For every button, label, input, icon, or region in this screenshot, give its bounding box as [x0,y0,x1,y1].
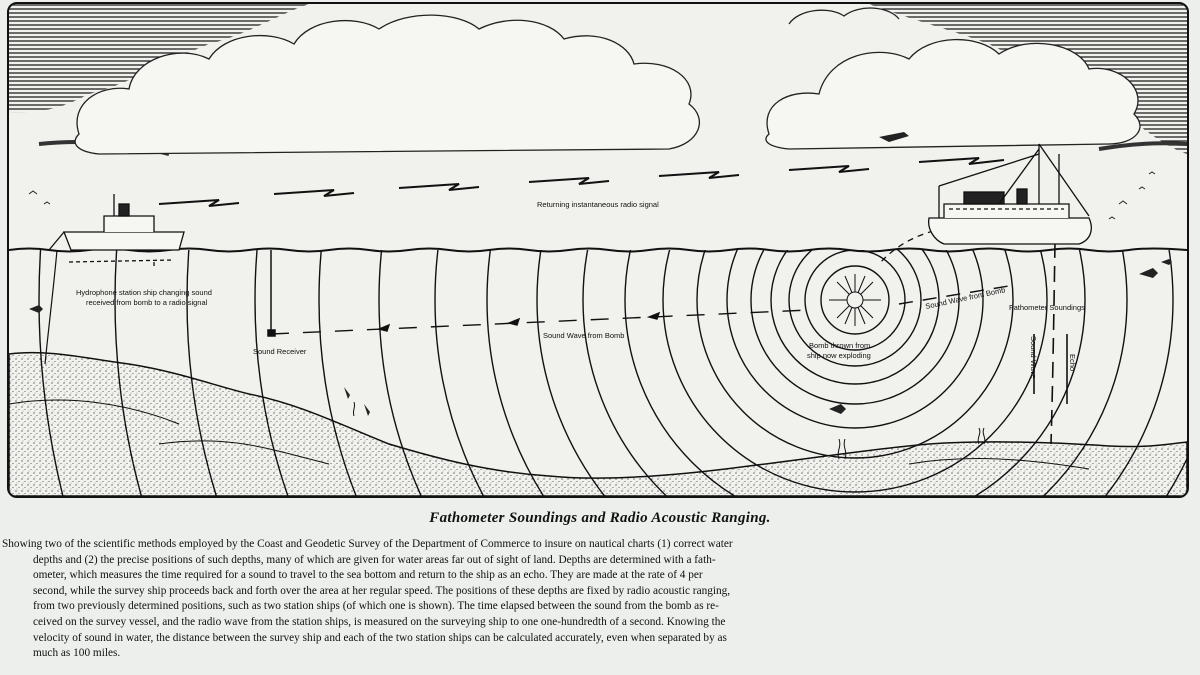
sound-wave-vertical-label: Sound Wave [1029,336,1038,379]
sea-bottom [9,353,1187,496]
radio-signal-label: Returning instantaneous radio signal [537,200,659,209]
mooring-line [45,250,57,364]
caption-line: velocity of sound in water, the distance between the survey ship and each of the two station ships can be calculated accurately, even when separated by as [33,631,727,644]
bomb-label-line2: ship now exploding [807,351,871,360]
radio-signal [159,158,1004,206]
sound-receiver-label: Sound Receiver [253,347,307,356]
caption-line: depths and (2) the precise positions of such depths, many of which are given for water areas far out of sight of land. Depths are determined with a fath- [33,553,716,566]
caption-title: Fathometer Soundings and Radio Acoustic Ranging. [429,510,771,526]
caption-line: much as 100 miles. [33,647,121,660]
hydrophone-label-line1: Hydrophone station ship changing sound [76,288,212,297]
sound-receiver [268,250,275,336]
caption-line: second, while the survey ship proceeds back and forth over the area at her regular speed. The positions of these depths are fixed by radio acoustic ranging, [33,584,731,597]
bomb-explosion [829,274,881,326]
caption-line: ceived on the survey vessel, and the radio wave from the station ships, is measured on the surveying ship to one one-hundredth of a second. Knowing the [33,615,726,628]
caption-line: Showing two of the scientific methods employed by the Coast and Geodetic Survey of the Department of Commerce to insure on nautical charts (1) correct water [2,538,733,550]
sea-surface [9,249,1187,252]
sound-wave-right-label: Sound Wave from Bomb [924,285,1007,311]
bomb-label-line1: Bomb thrown from [809,341,871,350]
caption-body [2,537,1196,662]
sound-wave-label: Sound Wave from Bomb [543,331,625,340]
echo-label: Echo [1068,354,1077,372]
caption-line: ometer, which measures the time required for a sound to travel to the sea bottom and return to the ship as an echo. They are made at the rate of 4 per [33,569,703,582]
illustration-svg [9,4,1187,496]
hydrophone-label-line2: received from bomb to a radio signal [86,298,208,307]
fathometer-label: Fathometer Soundings [1009,303,1085,312]
fathometer-illustration [7,2,1189,498]
caption-line: from two previously determined positions, such as two station ships (of which one is shown). The time elapsed between the sound from the bomb as re- [33,600,719,613]
